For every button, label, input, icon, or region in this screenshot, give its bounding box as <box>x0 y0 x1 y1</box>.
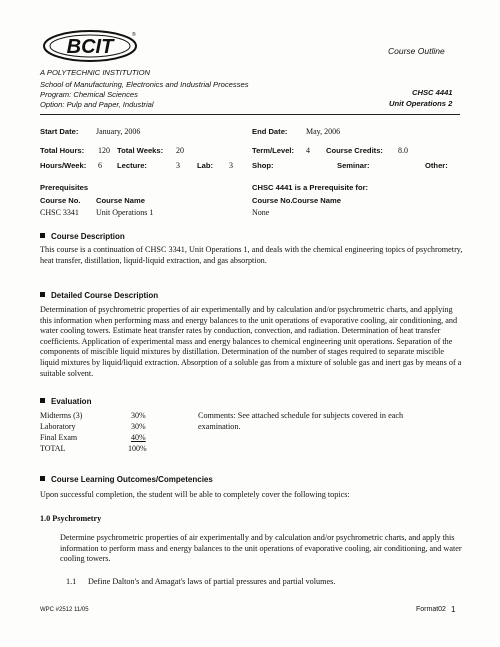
term-level-value: 4 <box>306 146 310 155</box>
outcome-heading-1: 1.0 Psychrometry <box>40 514 102 523</box>
evaluation-heading <box>40 397 91 406</box>
prereq-for-col-no: Course No. <box>252 196 293 205</box>
square-bullet-icon <box>40 233 45 238</box>
prerequisites-title: Prerequisites <box>40 183 89 192</box>
prereq-col-name: Course Name <box>96 196 145 205</box>
prereq-course-name: Unit Operations 1 <box>96 208 154 217</box>
square-bullet-icon <box>40 398 45 403</box>
seminar-label: Seminar: <box>337 161 370 170</box>
start-date-value: January, 2006 <box>96 127 141 136</box>
eval-row-value: 100% <box>128 444 147 453</box>
detailed-description-heading <box>40 291 158 300</box>
svg-text:BCIT: BCIT <box>66 36 114 58</box>
course-credits-value: 8.0 <box>398 146 408 155</box>
course-code: CHSC 4441 <box>412 88 453 97</box>
total-weeks-value: 20 <box>176 146 184 155</box>
total-weeks-label: Total Weeks: <box>117 146 164 155</box>
svg-text:®: ® <box>132 32 136 38</box>
lecture-value: 3 <box>176 161 180 170</box>
eval-row-label: Final Exam <box>40 433 78 442</box>
detailed-description-text: Determination of psychrometric properties of air experimentally and by calculation and/or psychrometric charts, and applying this information when performing mass and energy balances to the unit operations of evaporative cooling, air conditioning, and water cooling towers. Estimate heat transfer rates by conduction, convection, and radiation. Determination of heat transfer coefficients. Application of experimental mass and energy balances to chemical engineering unit operations. Separation of the components of miscible liquid mixtures by distillation. Determination of the number of stages required to separate miscible liquid mixtures by liquid/liquid extraction. Absorption of a soluble gas from a mixture of soluble gas and inert gas by means of a suitable solvent. <box>40 305 462 378</box>
detailed-description-title: Detailed Course Description <box>51 291 159 300</box>
option-name: Option: Pulp and Paper, Industrial <box>40 100 154 109</box>
program-name: Program: Chemical Sciences <box>40 90 138 99</box>
square-bullet-icon <box>40 292 45 297</box>
start-date-label: Start Date: <box>40 127 79 136</box>
prereq-col-no: Course No. <box>40 196 81 205</box>
bcit-logo <box>40 26 144 64</box>
eval-row-value: 30% <box>131 411 146 420</box>
outcome-paragraph: Determine psychrometric properties of air experimentally and by calculation and/or psychrometric charts, and apply this information to perform mass and energy balances to the unit operations of evaporative cooling, air conditioning, and water cooling towers. <box>60 533 462 564</box>
term-level-label: Term/Level: <box>252 146 295 155</box>
eval-row-label: Midterms (3) <box>40 411 83 420</box>
outcome-item-number: 1.1 <box>66 577 77 586</box>
outcomes-heading <box>40 475 213 484</box>
eval-row-label: TOTAL <box>40 444 66 453</box>
hours-week-value: 6 <box>98 161 102 170</box>
evaluation-comments: Comments: See attached schedule for subjects covered in each examination. <box>198 411 404 431</box>
total-hours-label: Total Hours: <box>40 146 85 155</box>
prereq-for-course-no: None <box>252 208 270 217</box>
end-date-value: May, 2006 <box>306 127 341 136</box>
course-description-title: Course Description <box>51 232 125 241</box>
header-divider <box>40 114 460 115</box>
lab-label: Lab: <box>197 161 214 170</box>
end-date-label: End Date: <box>252 127 288 136</box>
course-outline-label: Course Outline <box>388 46 445 56</box>
course-credits-label: Course Credits: <box>326 146 383 155</box>
institution-tagline: A POLYTECHNIC INSTITUTION <box>40 68 150 77</box>
lab-value: 3 <box>229 161 233 170</box>
footer-format: Format02 <box>416 606 446 613</box>
eval-row-value: 30% <box>131 422 146 431</box>
prereq-for-col-name: Course Name <box>292 196 341 205</box>
eval-row-value: 40% <box>131 433 146 442</box>
course-description-text: This course is a continuation of CHSC 3341, Unit Operations 1, and deals with the chemical engineering topics of psychrometry, heat transfer, distillation, liquid-liquid extraction, and gas absorption. <box>40 245 463 265</box>
outcomes-intro: Upon successful completion, the student will be able to completely cover the following topics: <box>40 490 350 499</box>
prereq-course-no: CHSC 3341 <box>40 208 79 217</box>
course-title: Unit Operations 2 <box>389 99 453 108</box>
school-name: School of Manufacturing, Electronics and Industrial Processes <box>40 80 249 89</box>
course-description-heading <box>40 232 125 241</box>
outcomes-title: Course Learning Outcomes/Competencies <box>51 475 213 484</box>
footer-page-number: 1 <box>451 605 456 614</box>
shop-label: Shop: <box>252 161 274 170</box>
prereq-for-title: CHSC 4441 is a Prerequisite for: <box>252 183 369 192</box>
lecture-label: Lecture: <box>117 161 147 170</box>
eval-row-label: Laboratory <box>40 422 76 431</box>
other-label: Other: <box>425 161 448 170</box>
evaluation-title: Evaluation <box>51 397 92 406</box>
outcome-item-text: Define Dalton's and Amagat's laws of partial pressures and partial volumes. <box>88 577 336 586</box>
footer-doc-code: WPC #2512 11/05 <box>40 607 89 613</box>
square-bullet-icon <box>40 476 45 481</box>
total-hours-value: 120 <box>98 146 110 155</box>
hours-week-label: Hours/Week: <box>40 161 87 170</box>
